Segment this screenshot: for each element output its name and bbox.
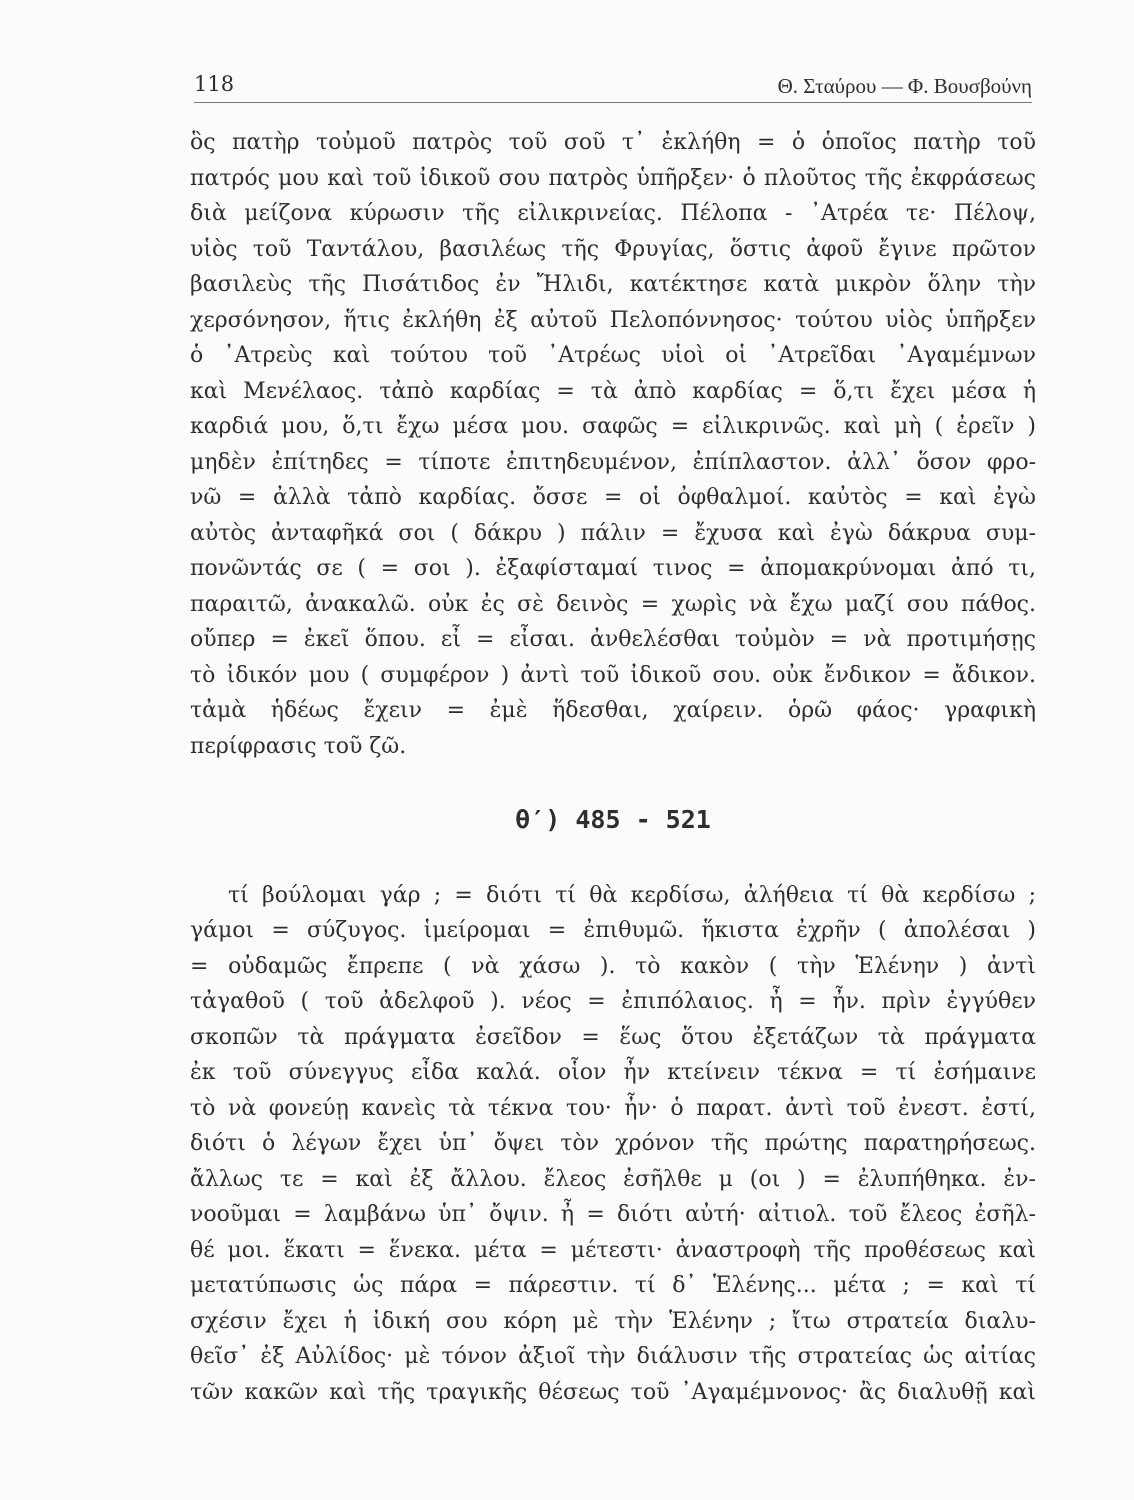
text-line: γάμοι = σύζυγος. ἱμείρομαι = ἐπιθυμῶ. ἥκιστα ἐχρῆν ( ἀπολέσαι ) xyxy=(190,918,1036,943)
text-line: = οὐδαμῶς ἔπρεπε ( νὰ χάσω ). τὸ κακὸν ( τὴν Ἑλένην ) ἀντὶ xyxy=(190,953,1036,979)
running-title: Θ. Σταύρου — Φ. Βουσβούνη xyxy=(777,74,1032,98)
text-line: ἐκ τοῦ σύνεγγυς εἶδα καλά. οἷον ἦν κτείνειν τέκνα = τί ἐσήμαινε xyxy=(190,1060,1036,1085)
text-line: καὶ Μενέλαος. τἀπὸ καρδίας = τὰ ἀπὸ καρδίας = ὅ,τι ἔχει μέσα ἡ xyxy=(190,378,1036,404)
text-line: περίφρασις τοῦ ζῶ. xyxy=(190,733,407,759)
text-line: οὔπερ = ἐκεῖ ὅπου. εἶ = εἶσαι. ἀνθελέσθαι τοὐμὸν = νὰ προτιμήσῃς xyxy=(190,627,1036,652)
text-line: τί βούλομαι γάρ ; = διότι τί θὰ κερδίσω, ἀλήθεια τί θὰ κερδίσω ; xyxy=(228,882,1036,908)
page-header xyxy=(194,72,1032,103)
text-line: χερσόνησον, ἥτις ἐκλήθη ἐξ αὐτοῦ Πελοπόννησος· τούτου υἱὸς ὑπῆρξεν xyxy=(190,307,1036,333)
page-number: 118 xyxy=(194,72,235,96)
text-line: θεῖσ᾽ ἐξ Αὐλίδος· μὲ τόνον ἀξιοῖ τὴν διάλυσιν τῆς στρατείας ὡς αἰτίας xyxy=(190,1344,1036,1369)
text-line: σκοπῶν τὰ πράγματα ἐσεῖδον = ἕως ὅτου ἐξετάζων τὰ πράγματα xyxy=(190,1024,1036,1050)
text-line: καρδιά μου, ὅ,τι ἔχω μέσα μου. σαφῶς = εἰλικρινῶς. καὶ μὴ ( ἐρεῖν ) xyxy=(190,414,1036,439)
text-line: αὐτὸς ἀνταφῆκά σοι ( δάκρυ ) πάλιν = ἔχυσα καὶ ἐγὼ δάκρυα συμ- xyxy=(190,520,1036,546)
text-line: θέ μοι. ἕκατι = ἕνεκα. μέτα = μέτεστι· ἀναστροφὴ τῆς προθέσεως καὶ xyxy=(190,1237,1036,1263)
text-line: μετατύπωσις ὡς πάρα = πάρεστιν. τί δ᾽ Ἑλένης... μέτα ; = καὶ τί xyxy=(190,1273,1036,1298)
text-line: νοοῦμαι = λαμβάνω ὑπ᾽ ὄψιν. ἦ = διότι αὐτή· αἰτιολ. τοῦ ἔλεος ἐσῆλ- xyxy=(190,1202,1036,1227)
text-line: ὁ ᾽Ατρεὺς καὶ τούτου τοῦ ᾽Ατρέως υἱοὶ οἱ ᾽Ατρεῖδαι ᾽Αγαμέμνων xyxy=(190,343,1036,368)
section-heading: θ′) 485 - 521 xyxy=(515,805,711,834)
text-line: τὸ νὰ φονεύῃ κανεὶς τὰ τέκνα του· ἦν· ὁ παρατ. ἀντὶ τοῦ ἐνεστ. ἐστί, xyxy=(190,1095,1036,1121)
text-line: τἀγαθοῦ ( τοῦ ἀδελφοῦ ). νέος = ἐπιπόλαιος. ἦ = ἦν. πρὶν ἐγγύθεν xyxy=(190,989,1036,1014)
text-line: ἄλλως τε = καὶ ἐξ ἄλλου. ἔλεος ἐσῆλθε μ (οι ) = ἐλυπήθηκα. ἐν- xyxy=(190,1166,1036,1192)
text-line: νῶ = ἀλλὰ τἀπὸ καρδίας. ὄσσε = οἱ ὀφθαλμοί. καὐτὸς = καὶ ἐγὼ xyxy=(190,485,1036,510)
text-line: πονῶντάς σε ( = σοι ). ἐξαφίσταμαί τινος = ἀπομακρύνομαι ἀπό τι, xyxy=(190,556,1036,581)
text-line: πατρός μου καὶ τοῦ ἰδικοῦ σου πατρὸς ὑπῆρξεν· ὁ πλοῦτος τῆς ἐκφράσεως xyxy=(190,165,1036,191)
text-line: διὰ μείζονα κύρωσιν τῆς εἰλικρινείας. Πέλοπα - ᾽Ατρέα τε· Πέλοψ, xyxy=(190,201,1036,226)
commentary-body xyxy=(190,125,1036,1410)
text-line: σχέσιν ἔχει ἡ ἰδική σου κόρη μὲ τὴν Ἑλένην ; ἴτω στρατεία διαλυ- xyxy=(190,1308,1036,1334)
text-line: ὃς πατὴρ τοὐμοῦ πατρὸς τοῦ σοῦ τ᾽ ἐκλήθη = ὁ ὁποῖος πατὴρ τοῦ xyxy=(190,130,1036,155)
text-line: τὸ ἰδικόν μου ( συμφέρον ) ἀντὶ τοῦ ἰδικοῦ σου. οὐκ ἔνδικον = ἄδικον. xyxy=(190,662,1036,688)
text-line: παραιτῶ, ἀνακαλῶ. οὐκ ἐς σὲ δεινὸς = χωρὶς νὰ ἔχω μαζί σου πάθος. xyxy=(190,591,1036,617)
text-line: διότι ὁ λέγων ἔχει ὑπ᾽ ὄψει τὸν χρόνον τῆς πρώτης παρατηρήσεως. xyxy=(190,1131,1036,1156)
text-line: υἱὸς τοῦ Ταντάλου, βασιλέως τῆς Φρυγίας, ὅστις ἀφοῦ ἔγινε πρῶτον xyxy=(190,236,1036,262)
text-line: τἀμὰ ἡδέως ἔχειν = ἐμὲ ἥδεσθαι, χαίρειν. ὁρῶ φάος· γραφικὴ xyxy=(190,698,1036,723)
text-line: βασιλεὺς τῆς Πισάτιδος ἐν Ἤλιδι, κατέκτησε κατὰ μικρὸν ὅλην τὴν xyxy=(190,272,1036,297)
text-line: μηδὲν ἐπίτηδες = τίποτε ἐπιτηδευμένον, ἐπίπλαστον. ἀλλ᾽ ὅσον φρο- xyxy=(190,449,1036,475)
text-line: τῶν κακῶν καὶ τῆς τραγικῆς θέσεως τοῦ ᾽Αγαμέμνονος· ἂς διαλυθῇ καὶ xyxy=(190,1379,1036,1405)
